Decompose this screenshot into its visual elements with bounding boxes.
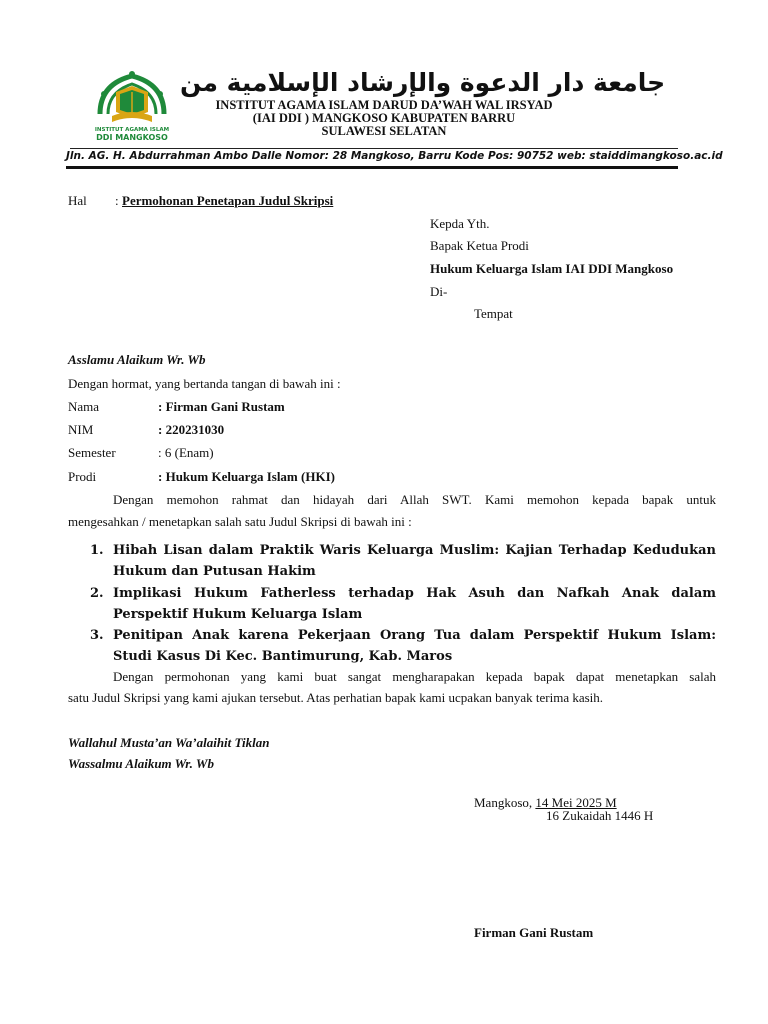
logo-caption-bottom: DDI MANGKOSO: [96, 133, 168, 142]
signatory-name: Firman Gani Rustam: [474, 925, 594, 940]
subject-value: Permohonan Penetapan Judul Skripsi: [122, 193, 334, 208]
list-item-number: 1.: [90, 543, 104, 558]
recipient-title: Bapak Ketua Prodi: [430, 238, 529, 253]
field-value-prodi: : Hukum Keluarga Islam (HKI): [158, 469, 335, 484]
closing-prayer: Wallahul Musta’an Wa’alaihit Tiklan: [68, 735, 270, 750]
request-paragraph-line2: mengesahkan / menetapkan salah satu Judul Skripsi di bawah ini :: [68, 514, 412, 529]
signature-hijri-date: 16 Zukaidah 1446 H: [546, 808, 654, 823]
field-label-nim: NIM: [68, 422, 94, 437]
signature-place: Mangkoso,: [474, 795, 536, 810]
letterhead-rule-thin: [70, 148, 678, 149]
logo-caption-top: INSTITUT AGAMA ISLAM: [94, 127, 170, 133]
recipient-department: Hukum Keluarga Islam IAI DDI Mangkoso: [430, 261, 674, 276]
field-label-semester: Semester: [68, 445, 116, 460]
closing-greeting: Wassalmu Alaikum Wr. Wb: [68, 756, 214, 771]
list-item-number: 3.: [90, 628, 104, 643]
institution-region: SULAWESI SELATAN: [321, 124, 447, 138]
request-paragraph-line1: Dengan memohon rahmat dan hidayah dari Allah SWT. Kami memohon kepada bapak untuk: [113, 492, 716, 507]
institution-name: INSTITUT AGAMA ISLAM DARUD DA’WAH WAL IRSYAD: [215, 98, 553, 112]
field-value-nama: : Firman Gani Rustam: [158, 399, 285, 414]
arabic-title: جامعة دار الدعوة والإرشاد الإسلامية من: [180, 68, 666, 97]
institution-address: Jln. AG. H. Abdurrahman Ambo Dalle Nomor: 28 Mangkoso, Barru Kode Pos: 90752 web: staiddimangkoso.ac.id: [66, 150, 723, 162]
closing-paragraph-line1: Dengan permohonan yang kami buat sangat mengharapakan kepada bapak dapat menetapkan salah: [113, 669, 716, 684]
intro-text: Dengan hormat, yang bertanda tangan di bawah ini :: [68, 376, 341, 391]
list-item-text: Hibah Lisan dalam Praktik Waris Keluarga Muslim: Kajian Terhadap Kedudukan Hukum dan Putusan Hakim: [113, 543, 716, 579]
signature-date: 14 Mei 2025 M: [535, 795, 617, 810]
thesis-title-list: [90, 540, 716, 668]
recipient-salutation: Kepda Yth.: [430, 216, 490, 231]
letterhead-rule-thick: [66, 166, 678, 169]
list-item-number: 2.: [90, 585, 104, 601]
subject-colon: :: [115, 193, 119, 208]
subject-label: Hal: [68, 193, 87, 208]
field-label-prodi: Prodi: [68, 469, 97, 484]
list-item: [90, 625, 716, 667]
list-item: [90, 583, 716, 625]
greeting: Asslamu Alaikum Wr. Wb: [68, 352, 206, 367]
field-value-nim: : 220231030: [158, 422, 225, 437]
list-item-text: Penitipan Anak karena Pekerjaan Orang Tua dalam Perspektif Hukum Islam: Studi Kasus Di Kec. Bantimurung, Kab. Maros: [113, 628, 716, 664]
institution-abbrev: (IAI DDI ) MANGKOSO KABUPATEN BARRU: [252, 111, 516, 125]
field-value-semester: : 6 (Enam): [158, 445, 214, 460]
list-item: [90, 540, 716, 582]
closing-paragraph-line2: satu Judul Skripsi yang kami ajukan tersebut. Atas perhatian bapak kami ucpakan banyak terima kasih.: [68, 690, 604, 705]
field-label-nama: Nama: [68, 399, 100, 414]
recipient-di: Di-: [430, 284, 448, 299]
list-item-text: Implikasi Hukum Fatherless terhadap Hak Asuh dan Nafkah Anak dalam Perspektif Hukum Keluarga Islam: [113, 585, 716, 622]
recipient-place: Tempat: [474, 306, 513, 321]
